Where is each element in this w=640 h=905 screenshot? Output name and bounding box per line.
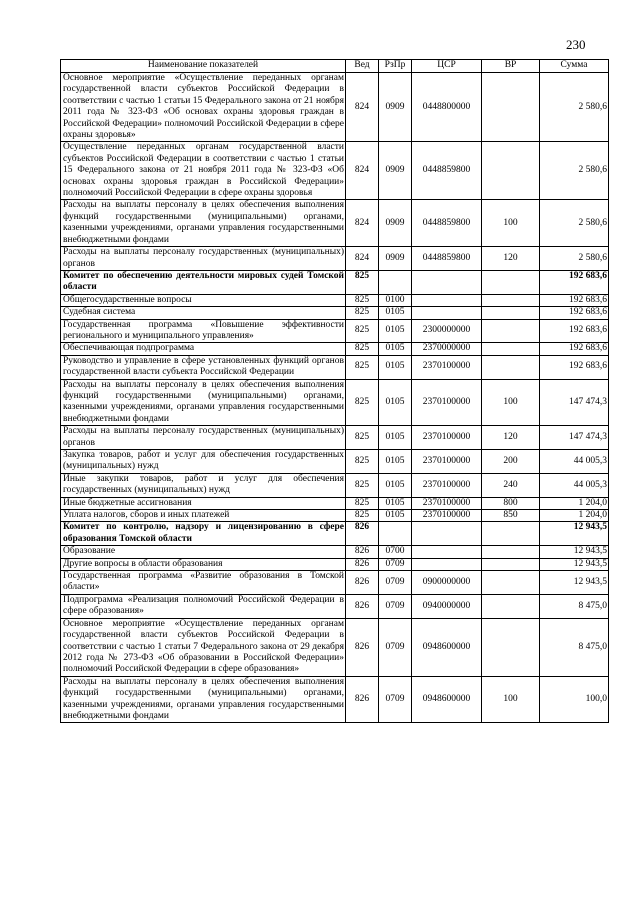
row-rzpr: 0105 [379, 343, 412, 355]
row-vr [482, 319, 540, 343]
row-csr: 0948600000 [412, 676, 482, 723]
row-vr [482, 307, 540, 319]
table-row [61, 200, 609, 247]
row-vr: 800 [482, 497, 540, 509]
row-name: Расходы на выплаты персоналу в целях обеспечения выполнения функций государственными (муниципальными) органами, казенными учреждениями, органами управления государственными внебюджетными фондами [61, 379, 346, 426]
row-csr: 2370100000 [412, 355, 482, 379]
row-csr: 0448859800 [412, 200, 482, 247]
row-name: Комитет по обеспечению деятельности мировых судей Томской области [61, 270, 346, 294]
row-ved: 826 [346, 558, 379, 570]
row-vr: 100 [482, 379, 540, 426]
row-sum: 12 943,5 [540, 571, 609, 595]
row-name: Основное мероприятие «Осуществление переданных органам государственной власти субъектов Российской Федерации в соответствии с частью 1 статьи 15 Федерального закона от 21 ноября 2011 года № 323-ФЗ «Об основах охраны здоровья граждан в Российской Федерации» полномочий Российской Федерации в сфере охраны здоровья» [61, 73, 346, 142]
row-ved: 825 [346, 294, 379, 306]
row-ved: 824 [346, 247, 379, 271]
table-row [61, 73, 609, 142]
row-csr [412, 522, 482, 546]
row-rzpr: 0709 [379, 594, 412, 618]
table-row [61, 558, 609, 570]
row-ved: 825 [346, 510, 379, 522]
row-ved: 825 [346, 497, 379, 509]
row-rzpr: 0105 [379, 355, 412, 379]
row-name: Расходы на выплаты персоналу в целях обеспечения выполнения функций государственными (муниципальными) органами, казенными учреждениями, органами управления государственными внебюджетными фондами [61, 200, 346, 247]
row-vr: 200 [482, 450, 540, 474]
row-rzpr: 0105 [379, 510, 412, 522]
row-vr: 100 [482, 676, 540, 723]
row-rzpr: 0105 [379, 319, 412, 343]
header-vr: ВР [482, 60, 540, 73]
row-ved: 825 [346, 379, 379, 426]
row-sum: 192 683,6 [540, 294, 609, 306]
row-sum: 2 580,6 [540, 247, 609, 271]
row-rzpr: 0105 [379, 379, 412, 426]
table-row [61, 510, 609, 522]
header-ved: Вед [346, 60, 379, 73]
table-row [61, 473, 609, 497]
row-sum: 44 005,3 [540, 473, 609, 497]
row-ved: 824 [346, 73, 379, 142]
row-name: Образование [61, 546, 346, 558]
row-rzpr: 0709 [379, 571, 412, 595]
row-rzpr: 0909 [379, 200, 412, 247]
table-row [61, 319, 609, 343]
row-vr [482, 522, 540, 546]
row-ved: 825 [346, 307, 379, 319]
row-csr: 2300000000 [412, 319, 482, 343]
row-ved: 825 [346, 343, 379, 355]
row-name: Другие вопросы в области образования [61, 558, 346, 570]
table-row [61, 450, 609, 474]
row-name: Закупка товаров, работ и услуг для обеспечения государственных (муниципальных) нужд [61, 450, 346, 474]
row-csr: 0448859800 [412, 247, 482, 271]
row-ved: 826 [346, 546, 379, 558]
row-ved: 825 [346, 319, 379, 343]
row-ved: 824 [346, 200, 379, 247]
row-sum: 2 580,6 [540, 73, 609, 142]
row-ved: 825 [346, 426, 379, 450]
row-rzpr: 0100 [379, 294, 412, 306]
table-row [61, 618, 609, 676]
row-sum: 147 474,3 [540, 379, 609, 426]
row-csr: 0948600000 [412, 618, 482, 676]
row-ved: 825 [346, 450, 379, 474]
row-vr [482, 546, 540, 558]
table-row [61, 294, 609, 306]
row-name: Расходы на выплаты персоналу в целях обеспечения выполнения функций государственными (муниципальными) органами, казенными учреждениями, органами управления государственными внебюджетными фондами [61, 676, 346, 723]
row-vr: 100 [482, 200, 540, 247]
row-name: Судебная система [61, 307, 346, 319]
row-csr: 0900000000 [412, 571, 482, 595]
row-csr: 2370100000 [412, 497, 482, 509]
row-csr [412, 307, 482, 319]
row-vr: 120 [482, 247, 540, 271]
row-sum: 44 005,3 [540, 450, 609, 474]
row-vr [482, 73, 540, 142]
table-row [61, 142, 609, 200]
row-ved: 826 [346, 571, 379, 595]
row-csr: 2370100000 [412, 450, 482, 474]
row-ved: 826 [346, 676, 379, 723]
header-rzpr: РзПр [379, 60, 412, 73]
table-row [61, 247, 609, 271]
header-sum: Сумма [540, 60, 609, 73]
row-name: Осуществление переданных органам государственной власти субъектов Российской Федерации в соответствии с частью 1 статьи 15 Федерального закона от 21 ноября 2011 года № 323-ФЗ «Об основах охраны здоровья граждан в Российской Федерации» полномочий Российской Федерации в сфере охраны здоровья [61, 142, 346, 200]
row-sum: 1 204,0 [540, 497, 609, 509]
row-ved: 826 [346, 522, 379, 546]
row-rzpr: 0909 [379, 73, 412, 142]
row-csr: 2370100000 [412, 426, 482, 450]
row-sum: 192 683,6 [540, 307, 609, 319]
row-rzpr [379, 270, 412, 294]
row-sum: 192 683,6 [540, 343, 609, 355]
row-rzpr: 0709 [379, 618, 412, 676]
header-csr: ЦСР [412, 60, 482, 73]
row-name: Государственная программа «Развитие образования в Томской области» [61, 571, 346, 595]
row-sum: 8 475,0 [540, 594, 609, 618]
table-header-row [61, 60, 609, 73]
row-sum: 192 683,6 [540, 319, 609, 343]
page-number: 230 [566, 37, 586, 52]
header-name: Наименование показателей [61, 60, 346, 73]
row-rzpr: 0105 [379, 473, 412, 497]
row-rzpr: 0909 [379, 247, 412, 271]
row-sum: 100,0 [540, 676, 609, 723]
row-name: Обеспечивающая подпрограмма [61, 343, 346, 355]
table-row [61, 546, 609, 558]
row-vr: 120 [482, 426, 540, 450]
row-sum: 1 204,0 [540, 510, 609, 522]
row-ved: 824 [346, 142, 379, 200]
row-vr [482, 294, 540, 306]
row-sum: 8 475,0 [540, 618, 609, 676]
row-sum: 2 580,6 [540, 200, 609, 247]
table-row [61, 270, 609, 294]
row-csr: 2370000000 [412, 343, 482, 355]
row-name: Расходы на выплаты персоналу государственных (муниципальных) органов [61, 247, 346, 271]
row-rzpr: 0709 [379, 558, 412, 570]
row-csr [412, 270, 482, 294]
row-csr [412, 546, 482, 558]
row-csr: 2370100000 [412, 379, 482, 426]
row-name: Подпрограмма «Реализация полномочий Российской Федерации в сфере образования» [61, 594, 346, 618]
table-row [61, 426, 609, 450]
row-vr [482, 618, 540, 676]
row-sum: 192 683,6 [540, 355, 609, 379]
row-vr [482, 558, 540, 570]
table-row [61, 307, 609, 319]
row-csr: 0448859800 [412, 142, 482, 200]
row-name: Общегосударственные вопросы [61, 294, 346, 306]
row-vr: 850 [482, 510, 540, 522]
row-rzpr [379, 522, 412, 546]
row-vr [482, 594, 540, 618]
row-ved: 826 [346, 618, 379, 676]
row-name: Основное мероприятие «Осуществление переданных органам государственной власти субъектов Российской Федерации в соответствии с частью 1 статьи 7 Федерального закона от 29 декабря 2012 года № 273-ФЗ «Об образовании в Российской Федерации» полномочий Российской Федерации в сфере образования» [61, 618, 346, 676]
budget-table [60, 59, 609, 723]
row-rzpr: 0105 [379, 426, 412, 450]
row-name: Уплата налогов, сборов и иных платежей [61, 510, 346, 522]
table-row [61, 571, 609, 595]
table-row [61, 497, 609, 509]
row-vr [482, 142, 540, 200]
row-vr [482, 270, 540, 294]
row-ved: 825 [346, 355, 379, 379]
row-ved: 825 [346, 270, 379, 294]
row-rzpr: 0709 [379, 676, 412, 723]
row-sum: 12 943,5 [540, 558, 609, 570]
row-sum: 147 474,3 [540, 426, 609, 450]
table-row [61, 676, 609, 723]
row-csr: 0448800000 [412, 73, 482, 142]
row-name: Комитет по контролю, надзору и лицензированию в сфере образования Томской области [61, 522, 346, 546]
table-row [61, 379, 609, 426]
table-row [61, 355, 609, 379]
row-name: Государственная программа «Повышение эффективности регионального и муниципального управления» [61, 319, 346, 343]
row-csr [412, 294, 482, 306]
row-rzpr: 0700 [379, 546, 412, 558]
row-vr [482, 571, 540, 595]
table-row [61, 594, 609, 618]
table-row [61, 343, 609, 355]
row-sum: 12 943,5 [540, 546, 609, 558]
row-rzpr: 0909 [379, 142, 412, 200]
row-csr: 0940000000 [412, 594, 482, 618]
row-name: Расходы на выплаты персоналу государственных (муниципальных) органов [61, 426, 346, 450]
row-csr: 2370100000 [412, 473, 482, 497]
row-sum: 2 580,6 [540, 142, 609, 200]
row-ved: 826 [346, 594, 379, 618]
row-csr [412, 558, 482, 570]
table-body [61, 73, 609, 723]
row-rzpr: 0105 [379, 497, 412, 509]
row-vr [482, 343, 540, 355]
row-name: Иные закупки товаров, работ и услуг для обеспечения государственных (муниципальных) нужд [61, 473, 346, 497]
row-ved: 825 [346, 473, 379, 497]
row-rzpr: 0105 [379, 307, 412, 319]
row-sum: 192 683,6 [540, 270, 609, 294]
row-rzpr: 0105 [379, 450, 412, 474]
row-vr: 240 [482, 473, 540, 497]
row-name: Руководство и управление в сфере установленных функций органов государственной власти субъекта Российской Федерации [61, 355, 346, 379]
row-vr [482, 355, 540, 379]
row-name: Иные бюджетные ассигнования [61, 497, 346, 509]
row-sum: 12 943,5 [540, 522, 609, 546]
row-csr: 2370100000 [412, 510, 482, 522]
table-row [61, 522, 609, 546]
